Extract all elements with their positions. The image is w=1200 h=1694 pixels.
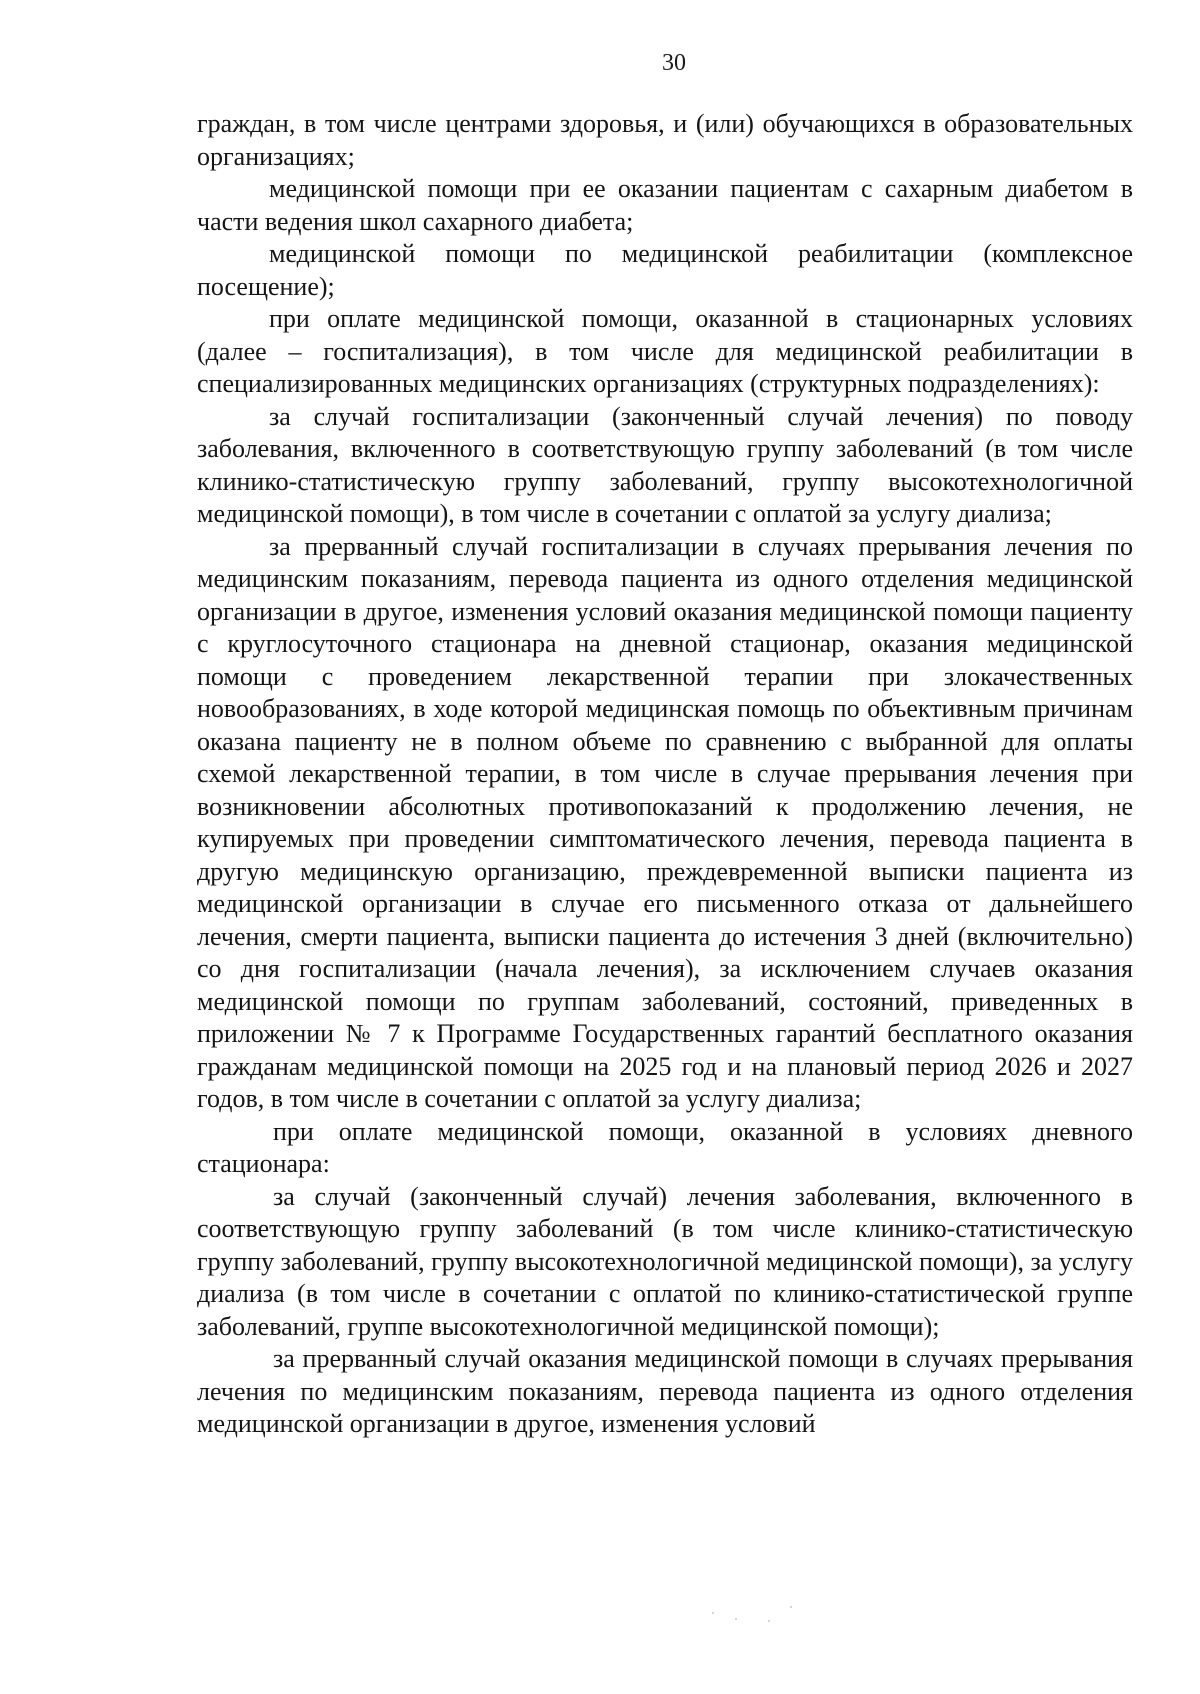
paragraph-8: за случай (законченный случай) лечения заболевания, включенного в соответствующую группу заболеваний (в том числе клинико-статистическую группу заболеваний, группу высокотехнологичной медицинской помощи), за услугу диализа (в том числе в сочетании с оплатой по клинико-статистической группе заболеваний, группе высокотехнологичной медицинской помощи); xyxy=(197,1181,1133,1341)
paragraph-3: медицинской помощи по медицинской реабилитации (комплексное посещение); xyxy=(197,239,1133,301)
document-body xyxy=(197,108,1133,1441)
paragraph-2: медицинской помощи при ее оказании пациентам с сахарным диабетом в части ведения школ сахарного диабета; xyxy=(197,174,1133,236)
paragraph-1: граждан, в том числе центрами здоровья, и (или) обучающихся в образовательных организациях; xyxy=(197,109,1133,171)
paragraph-7: при оплате медицинской помощи, оказанной в условиях дневного стационара: xyxy=(197,1116,1133,1178)
page-number: 30 xyxy=(662,50,686,76)
scan-speck xyxy=(735,1618,737,1620)
paragraph-5: за случай госпитализации (законченный случай лечения) по поводу заболевания, включенного в соответствующую группу заболеваний (в том числе клинико-статистическую группу заболеваний, группу высокотехнологичной медицинской помощи), в том числе в сочетании с оплатой за услугу диализа; xyxy=(197,401,1133,528)
scan-speck xyxy=(712,1612,714,1614)
paragraph-9: за прерванный случай оказания медицинской помощи в случаях прерывания лечения по медицинским показаниям, перевода пациента из одного отделения медицинской организации в другое, изменения условий xyxy=(197,1344,1133,1438)
scan-speck xyxy=(790,1606,792,1608)
paragraph-4: при оплате медицинской помощи, оказанной в стационарных условиях (далее – госпитализация), в том числе для медицинской реабилитации в специализированных медицинских организациях (структурных подразделениях): xyxy=(197,304,1133,398)
scan-speck xyxy=(768,1620,770,1622)
paragraph-6: за прерванный случай госпитализации в случаях прерывания лечения по медицинским показаниям, перевода пациента из одного отделения медицинской организации в другое, изменения условий оказания медицинской помощи пациенту с круглосуточного стационара на дневной стационар, оказания медицинской помощи с проведением лекарственной терапии при злокачественных новообразованиях, в ходе которой медицинская помощь по объективным причинам оказана пациенту не в полном объеме по сравнению с выбранной для оплаты схемой лекарственной терапии, в том числе в случае прерывания лечения при возникновении абсолютных противопоказаний к продолжению лечения, не купируемых при проведении симптоматического лечения, перевода пациента в другую медицинскую организацию, преждевременной выписки пациента из медицинской организации в случае его письменного отказа от дальнейшего лечения, смерти пациента, выписки пациента до истечения 3 дней (включительно) со дня госпитализации (начала лечения), за исключением случаев оказания медицинской помощи по группам заболеваний, состояний, приведенных в приложении № 7 к Программе Государственных гарантий бесплатного оказания гражданам медицинской помощи на 2025 год и на плановый период 2026 и 2027 годов, в том числе в сочетании с оплатой за услугу диализа; xyxy=(197,531,1133,1113)
